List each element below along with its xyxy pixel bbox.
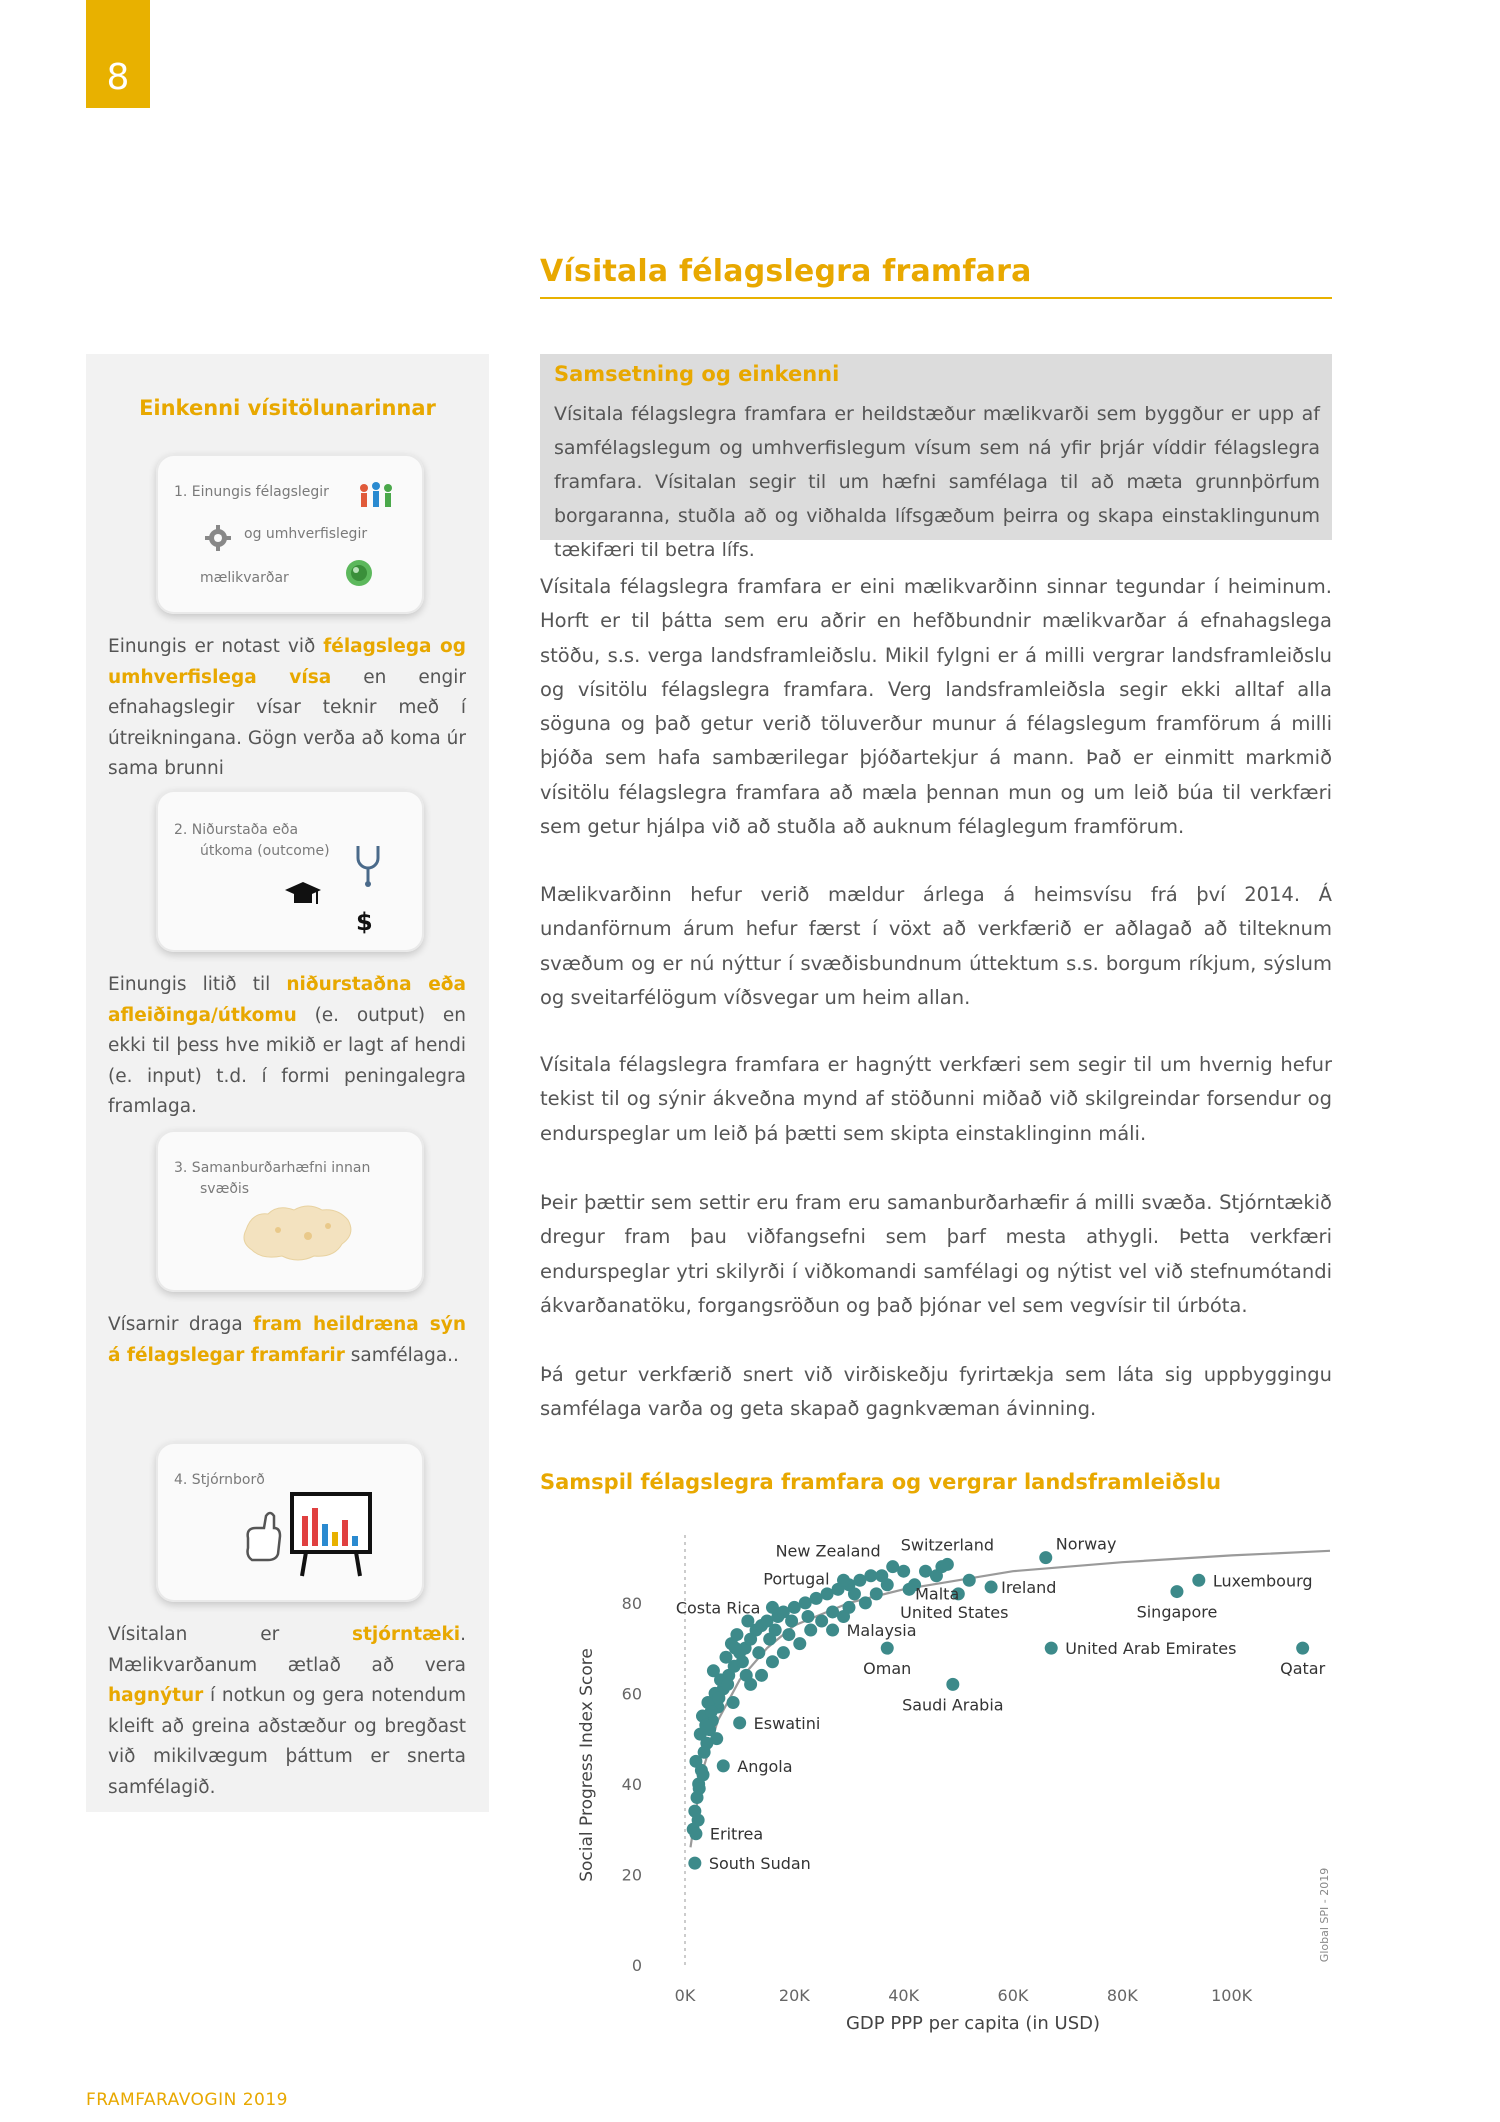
data-point	[793, 1637, 806, 1650]
text-4-mid: . Mælikvarðanum ætlað að vera	[108, 1624, 466, 1676]
labeled-data-point	[886, 1560, 899, 1573]
page-number-badge	[86, 0, 150, 108]
point-label: Malaysia	[846, 1621, 917, 1641]
data-point	[707, 1664, 720, 1677]
text-3-highlight: fram heildræna sýn á félagslegar framfarir	[108, 1314, 466, 1366]
text-1-pre: Einungis er notast við	[108, 636, 324, 657]
summary-title: Samsetning og einkenni	[554, 362, 840, 386]
paragraph-3: Vísitala félagslegra framfara er hagnýtt verkfæri sem segir til um hvernig hefur tekist til og sýnir ákveðna mynd af stöðunni miðað við skilgreindar forsendur og endurspeglar um leið þá þætti sem skipta einstaklinginn máli.	[540, 1053, 1332, 1145]
sidebar	[86, 354, 489, 1812]
point-label: Eswatini	[753, 1713, 821, 1733]
x-tick-label: 80K	[1106, 1986, 1138, 2005]
data-point	[801, 1610, 814, 1623]
data-point	[705, 1705, 718, 1718]
data-point	[710, 1732, 723, 1745]
summary-body: Vísitala félagslegra framfara er heildstæður mælikvarði sem byggður er upp af samfélagslegum og umhverfislegum vísum sem ná yfir þrjár víddir félagslegra framfara. Vísitalan segir til um hæfni samfélaga til að mæta grunnþörfum borgaranna, stuðla að og viðhalda lífsgæðum þeirra og skapa einstaklingunum tækifæri til betra lífs.	[554, 403, 1320, 561]
title-underline	[540, 297, 1332, 299]
point-label: Singapore	[1136, 1602, 1218, 1622]
text-1-post: en engir efnahagslegir vísar teknir með í útreikningana. Gögn verða að koma úr sama brunni	[108, 666, 467, 779]
y-tick-label: 60	[621, 1684, 642, 1704]
labeled-data-point	[826, 1624, 839, 1637]
data-point	[815, 1615, 828, 1628]
point-label: Switzerland	[900, 1535, 995, 1555]
point-label: Eritrea	[709, 1824, 764, 1844]
summary-box	[540, 354, 1332, 561]
data-point	[692, 1814, 705, 1827]
x-tick-label: 100K	[1211, 1986, 1253, 2005]
labeled-data-point	[766, 1601, 779, 1614]
y-tick-label: 0	[631, 1956, 642, 1975]
data-point	[697, 1768, 710, 1781]
feature-card-1	[156, 454, 424, 614]
text-2-pre: Einungis litið til	[108, 974, 287, 995]
paragraph-1: Vísitala félagslegra framfara er eini mælikvarðinn sinnar tegundar í heiminum. Horft er til þátta sem eru aðrir en hefðbundnir mælikvarðar á efnahagslega stöðu, s.s. verga landsframleiðslu. Mikil fylgni er á milli vergrar landsframleiðslu og vísitölu félagslegra framfara. Verg landsframleiðsla segir ekki alltaf alla söguna og það getur verið töluverður munur á félagslegum framförum á milli þjóða sem hafa sambærilegar þjóðartekjur á mann. Það er einmitt markmið vísitölu félagslegra framfara að mæla þennan mun og um leið búa til verkfæri sem getur hjálpa við að stuðla að auknum félaglegum framförum.	[540, 575, 1332, 839]
labeled-data-point	[1045, 1642, 1058, 1655]
data-point	[752, 1646, 765, 1659]
data-point	[870, 1587, 883, 1600]
sidebar-text-4	[108, 1620, 466, 1803]
text-4-pre: Vísitalan er	[108, 1624, 353, 1645]
data-point	[740, 1669, 753, 1682]
data-point	[736, 1655, 749, 1668]
labeled-data-point	[1170, 1585, 1183, 1598]
card-1-line-2: og umhverfislegir	[244, 526, 368, 542]
text-1-highlight: félagslega og umhverfislega vísa	[108, 636, 467, 688]
point-label: Norway	[1055, 1534, 1117, 1554]
data-point	[727, 1696, 740, 1709]
point-label: United Arab Emirates	[1065, 1639, 1237, 1659]
data-point	[712, 1691, 725, 1704]
card-2-line-1: 2. Niðurstaða eða	[174, 822, 299, 838]
data-point	[785, 1615, 798, 1628]
feature-card-3	[156, 1130, 424, 1292]
card-1-line-1: 1. Einungis félagslegir	[174, 484, 329, 500]
data-point	[719, 1651, 732, 1664]
x-tick-label: 60K	[997, 1986, 1029, 2005]
text-4-highlight-2: hagnýtur	[108, 1685, 204, 1706]
point-label: South Sudan	[708, 1854, 811, 1874]
labeled-data-point	[733, 1716, 746, 1729]
card-1-line-3: mælikvarðar	[200, 570, 289, 586]
stethoscope-icon	[352, 842, 386, 888]
data-point	[782, 1628, 795, 1641]
labeled-data-point	[837, 1574, 850, 1587]
data-point	[755, 1669, 768, 1682]
data-point	[881, 1578, 894, 1591]
labeled-data-point	[689, 1827, 702, 1840]
sidebar-title: Einkenni vísitölunarinnar	[139, 396, 436, 420]
feature-card-2	[156, 790, 424, 952]
paragraph-4: Þeir þættir sem settir eru fram eru samanburðarhæfir á milli svæða. Stjórntækið dregur fram þau viðfangsefni sem þarf mesta athygli. Þetta verkfæri endurspeglar ytri skilyrði í viðkomandi samfélagi og nýtist vel við stefnumótandi ákvarðanatöku, forgangsröðun og það þjónar vel sem vegvísir til úrbóta.	[540, 1191, 1332, 1317]
text-4-post: í notkun og gera notendum kleift að greina aðstæður og bregðast við mikilvægum þáttum er snerta samfélagið.	[108, 1685, 466, 1798]
globe-icon	[344, 558, 374, 588]
paragraph-2: Mælikvarðinn hefur verið mældur árlega á heimsvísu frá því 2014. Á undanförnum árum hefur færst í vöxt að verkfærið er aðlagað að tilteknum svæðum og er nú nýttur í svæðisbundnum úttektum s.s. borgum ríkjum, sýslum og sveitarfélögum víðsvegar um heim allan.	[540, 883, 1332, 1009]
data-point	[848, 1587, 861, 1600]
point-label: Portugal	[763, 1569, 830, 1589]
text-3-post: samfélaga..	[344, 1344, 459, 1366]
labeled-data-point	[946, 1678, 959, 1691]
data-point	[721, 1678, 734, 1691]
text-4-highlight-1: stjórntæki	[352, 1624, 461, 1645]
y-tick-label: 80	[621, 1593, 642, 1613]
data-point	[693, 1782, 706, 1795]
labeled-data-point	[985, 1581, 998, 1594]
data-point	[766, 1655, 779, 1668]
page-number: 8	[106, 57, 130, 98]
labeled-data-point	[1192, 1574, 1205, 1587]
page-title: Vísitala félagslegra framfara	[540, 254, 1032, 289]
point-label: Qatar	[1280, 1659, 1326, 1679]
data-point	[763, 1633, 776, 1646]
data-point	[730, 1628, 743, 1641]
y-axis-label: Social Progress Index Score	[577, 1648, 597, 1882]
presentation-board-icon	[242, 1490, 382, 1580]
dollar-icon: $	[356, 908, 373, 936]
x-axis-label: GDP PPP per capita (in USD)	[845, 2013, 1101, 2034]
text-3-pre: Vísarnir draga	[108, 1314, 254, 1335]
people-icon	[356, 482, 396, 516]
card-3-line-2: svæðis	[200, 1181, 250, 1197]
labeled-data-point	[688, 1857, 701, 1870]
labeled-data-point	[881, 1642, 894, 1655]
point-label: Ireland	[1001, 1578, 1057, 1598]
iceland-map-icon	[238, 1200, 358, 1266]
source-label: Global SPI - 2019	[1318, 1867, 1331, 1963]
data-point	[963, 1574, 976, 1587]
labeled-data-point	[903, 1583, 916, 1596]
labeled-data-point	[941, 1558, 954, 1571]
paragraph-5: Þá getur verkfærið snert við virðiskeðju fyrirtækja sem láta sig uppbyggingu samfélaga varða og geta skapað gagnkvæman ávinning.	[540, 1363, 1332, 1421]
y-tick-label: 20	[621, 1865, 642, 1885]
labeled-data-point	[1296, 1642, 1309, 1655]
data-point	[804, 1624, 817, 1637]
point-label: Oman	[863, 1659, 912, 1679]
point-label: Saudi Arabia	[902, 1695, 1004, 1715]
point-label: Luxembourg	[1212, 1571, 1313, 1591]
x-tick-label: 0K	[674, 1986, 696, 2005]
y-tick-label: 40	[621, 1774, 642, 1794]
gear-icon	[204, 524, 232, 552]
scatter-chart	[560, 1515, 1340, 2040]
data-point	[699, 1719, 712, 1732]
data-point	[777, 1646, 790, 1659]
sidebar-text-1	[108, 632, 466, 785]
point-label: United States	[900, 1602, 1009, 1622]
card-3-line-1: 3. Samanburðarhæfni innan	[174, 1160, 371, 1176]
text-2-post: (e. output) en ekki til þess hve mikið er lagt af hendi (e. input) t.d. í formi peningalegra framlaga.	[108, 1004, 466, 1117]
point-label: New Zealand	[775, 1541, 881, 1561]
card-2-line-2: útkoma (outcome)	[200, 843, 330, 859]
x-tick-label: 40K	[888, 1986, 920, 2005]
sidebar-text-3	[108, 1310, 466, 1371]
point-label: Malta	[915, 1584, 960, 1604]
card-4-line-1: 4. Stjórnborð	[174, 1472, 265, 1488]
data-point	[729, 1642, 742, 1655]
chart-title: Samspil félagslegra framfara og vergrar landsframleiðslu	[540, 1470, 1222, 1494]
feature-card-4	[156, 1442, 424, 1602]
x-tick-label: 20K	[778, 1986, 810, 2005]
graduation-cap-icon	[284, 880, 322, 910]
text-2-highlight: niðurstaðna eða afleiðinga/útkomu	[108, 974, 466, 1026]
labeled-data-point	[1039, 1551, 1052, 1564]
footer: FRAMFARAVOGIN 2019	[86, 2090, 288, 2110]
data-point	[859, 1596, 872, 1609]
thumbs-up-icon	[248, 1513, 281, 1560]
labeled-data-point	[717, 1759, 730, 1772]
point-label: Angola	[737, 1756, 793, 1776]
point-label: Costa Rica	[675, 1598, 761, 1618]
sidebar-text-2	[108, 970, 466, 1123]
